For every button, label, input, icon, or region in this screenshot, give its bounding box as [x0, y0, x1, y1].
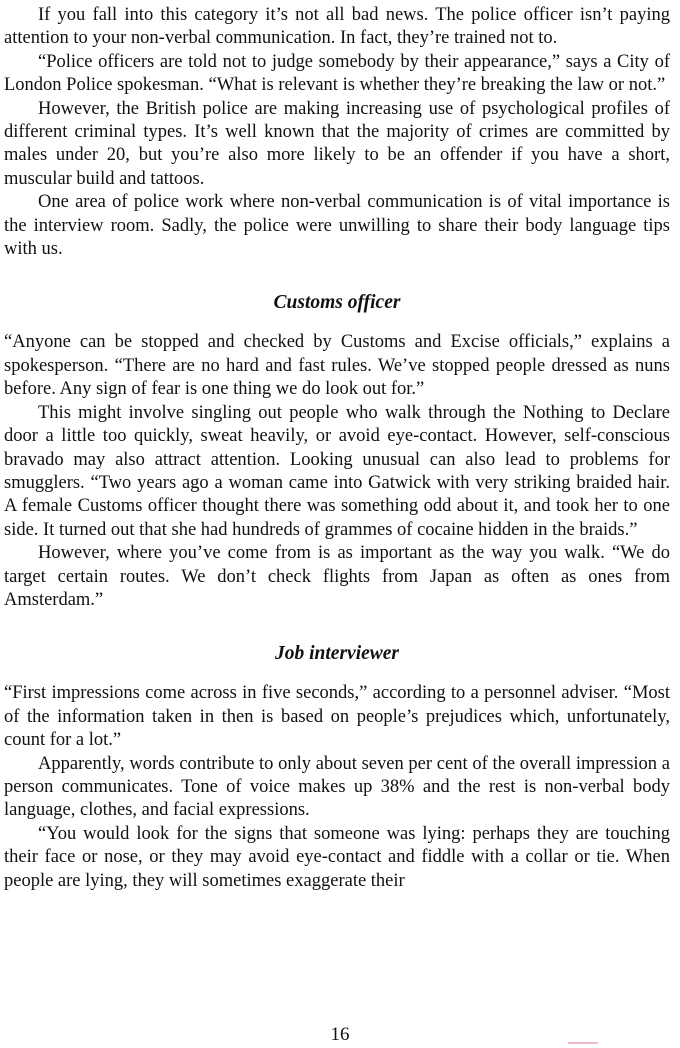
section-heading-job-interviewer: Job interviewer	[274, 643, 400, 665]
paragraph: “Police officers are told not to judge somebody by their appearance,” says a City of London Police spokesman. “What is relevant is whether they’re breaking the law or not.”	[4, 51, 670, 96]
paragraph: Apparently, words contribute to only about seven per cent of the overall impression a person communicates. Tone of voice makes up 38% and the rest is non-verbal body language, clothes, and facial expressions.	[4, 753, 670, 821]
section-heading-customs-officer: Customs officer	[273, 292, 401, 314]
paragraph: However, the British police are making increasing use of psychological profiles of different criminal types. It’s well known that the majority of crimes are committed by males under 20, but you’re also more likely to be an offender if you have a short, muscular build and tattoos.	[4, 98, 670, 189]
paragraph: “First impressions come across in five seconds,” according to a personnel adviser. “Most of the information taken in then is based on people’s prejudices which, unfortunately, count for a lot.”	[4, 683, 670, 751]
paragraph: However, where you’ve come from is as important as the way you walk. “We do target certain routes. We don’t check flights from Japan as often as ones from Amsterdam.”	[4, 543, 670, 610]
paragraph: “Anyone can be stopped and checked by Customs and Excise officials,” explains a spokesperson. “There are no hard and fast rules. We’ve stopped people dressed as nuns before. Any sign of fear is one thing we do look out for.”	[4, 332, 670, 400]
paragraph: One area of police work where non-verbal communication is of vital importance is the interview room. Sadly, the police were unwilling to share their body language tips with us.	[4, 192, 670, 260]
paragraph: “You would look for the signs that someone was lying: perhaps they are touching their face or nose, or they may avoid eye-contact and fiddle with a collar or tie. When people are lying, they will sometimes exaggerate their	[4, 823, 670, 891]
paragraph: If you fall into this category it’s not all bad news. The police officer isn’t paying attention to your non-verbal communication. In fact, they’re trained not to.	[4, 5, 670, 49]
paragraph: This might involve singling out people who walk through the Nothing to Declare door a little too quickly, sweat heavily, or avoid eye-contact. However, self-conscious bravado may also attract attention. Looking unusual can also lead to problems for smugglers. “Two years ago a woman came into Gatwick with very striking braided hair. A female Customs officer thought there was something odd about it, and took her to one side. It turned out that she had hundreds of grammes of cocaine hidden in the braids.”	[4, 402, 670, 540]
page-number: 16	[330, 1024, 350, 1045]
decorative-mark	[568, 1042, 598, 1044]
book-page	[4, 4, 670, 893]
